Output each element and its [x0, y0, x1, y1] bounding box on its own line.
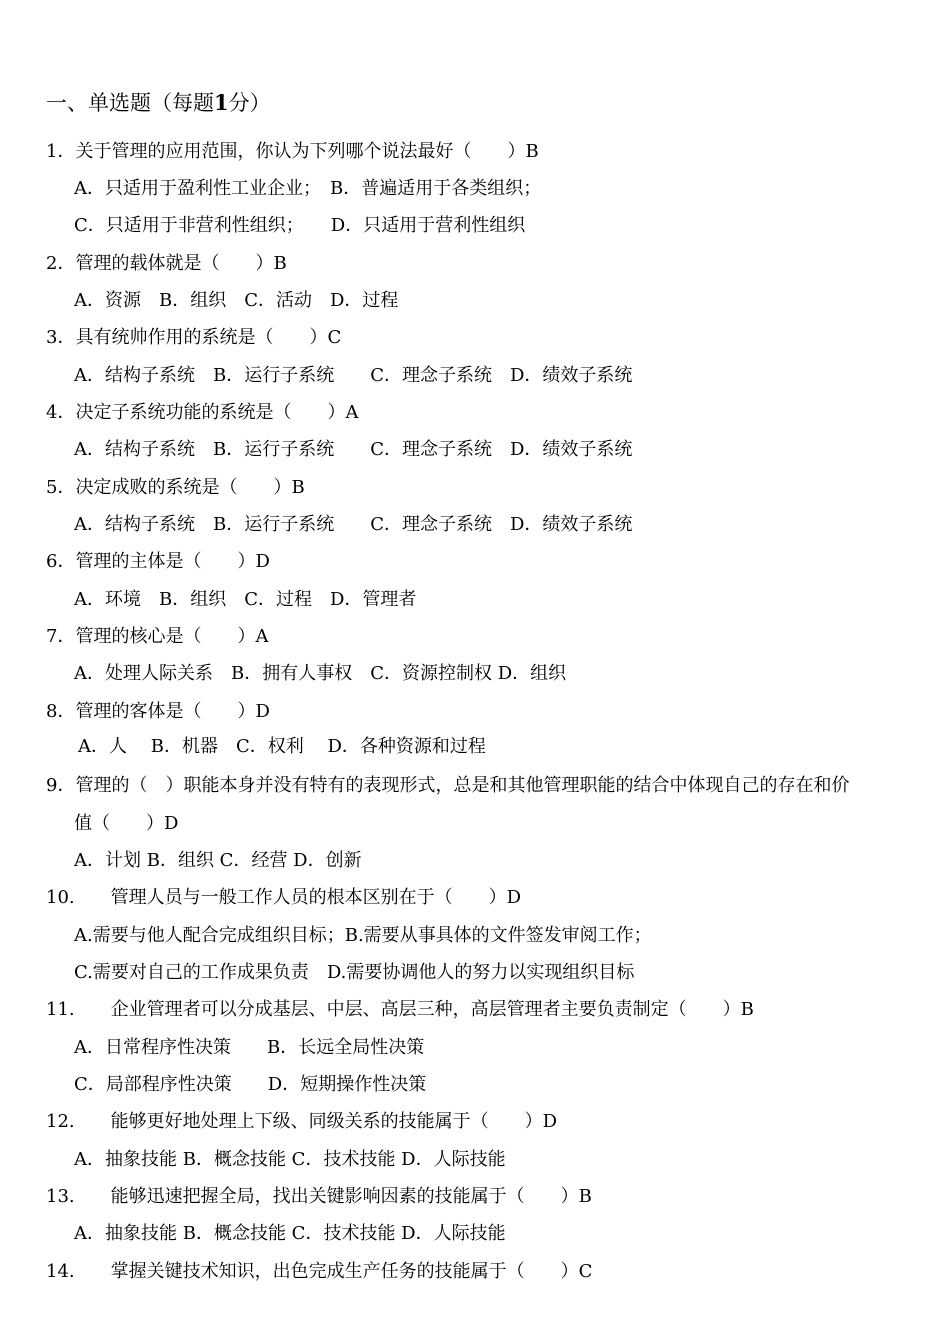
question-6: 6．管理的主体是（ ）D — [46, 551, 270, 572]
question-14: 14. 掌握关键技术知识，出色完成生产任务的技能属于（ ）C — [46, 1261, 593, 1282]
question-1-options-cd: C．只适用于非营利性组织； D．只适用于营利性组织 — [74, 215, 526, 236]
question-13-options: A．抽象技能 B．概念技能 C．技术技能 D．人际技能 — [74, 1223, 506, 1244]
question-2-options: A．资源 B．组织 C．活动 D．过程 — [74, 290, 399, 311]
question-13: 13. 能够迅速把握全局，找出关键影响因素的技能属于（ ）B — [46, 1186, 592, 1207]
question-3: 3．具有统帅作用的系统是（ ）C — [46, 327, 342, 348]
question-2: 2．管理的载体就是（ ）B — [46, 253, 287, 274]
section-title-score: 1 — [214, 90, 229, 115]
question-9-continuation: 值（ ）D — [74, 813, 179, 834]
question-9-options: A．计划 B．组织 C．经营 D．创新 — [74, 850, 362, 871]
question-10: 10. 管理人员与一般工作人员的根本区别在于（ ）D — [46, 887, 522, 908]
question-1-options-ab: A．只适用于盈利性工业企业； B．普遍适用于各类组织； — [74, 178, 542, 199]
section-title-suffix: 分） — [228, 91, 271, 115]
question-11: 11. 企业管理者可以分成基层、中层、高层三种，高层管理者主要负责制定（ ）B — [46, 999, 754, 1020]
question-12-options: A．抽象技能 B．概念技能 C．技术技能 D．人际技能 — [74, 1149, 506, 1170]
question-7-options: A．处理人际关系 B．拥有人事权 C．资源控制权 D．组织 — [74, 663, 567, 684]
question-8-options: A．人 B．机器 C．权利 D．各种资源和过程 — [78, 736, 486, 757]
question-10-options-cd: C.需要对自己的工作成果负责 D.需要协调他人的努力以实现组织目标 — [74, 962, 635, 983]
question-10-options-ab: A.需要与他人配合完成组织目标；B.需要从事具体的文件签发审阅工作； — [74, 925, 652, 946]
question-8: 8．管理的客体是（ ）D — [46, 701, 270, 722]
question-4: 4．决定子系统功能的系统是（ ）A — [46, 402, 359, 423]
question-4-options: A．结构子系统 B．运行子系统 C．理念子系统 D．绩效子系统 — [74, 439, 633, 460]
section-title — [46, 90, 271, 116]
question-11-options-cd: C．局部程序性决策 D．短期操作性决策 — [74, 1074, 427, 1095]
question-7: 7．管理的核心是（ ）A — [46, 626, 269, 647]
question-11-options-ab: A．日常程序性决策 B．长远全局性决策 — [74, 1037, 425, 1058]
question-6-options: A．环境 B．组织 C．过程 D．管理者 — [74, 589, 417, 610]
question-1: 1．关于管理的应用范围，你认为下列哪个说法最好（ ）B — [46, 141, 539, 162]
question-9: 9．管理的（ ）职能本身并没有特有的表现形式，总是和其他管理职能的结合中体现自己的存在和价 — [46, 775, 850, 796]
question-3-options: A．结构子系统 B．运行子系统 C．理念子系统 D．绩效子系统 — [74, 365, 633, 386]
question-5-options: A．结构子系统 B．运行子系统 C．理念子系统 D．绩效子系统 — [74, 514, 633, 535]
section-title-prefix: 一、单选题（每题 — [46, 91, 214, 115]
question-12: 12. 能够更好地处理上下级、同级关系的技能属于（ ）D — [46, 1111, 558, 1132]
question-5: 5．决定成败的系统是（ ）B — [46, 477, 305, 498]
